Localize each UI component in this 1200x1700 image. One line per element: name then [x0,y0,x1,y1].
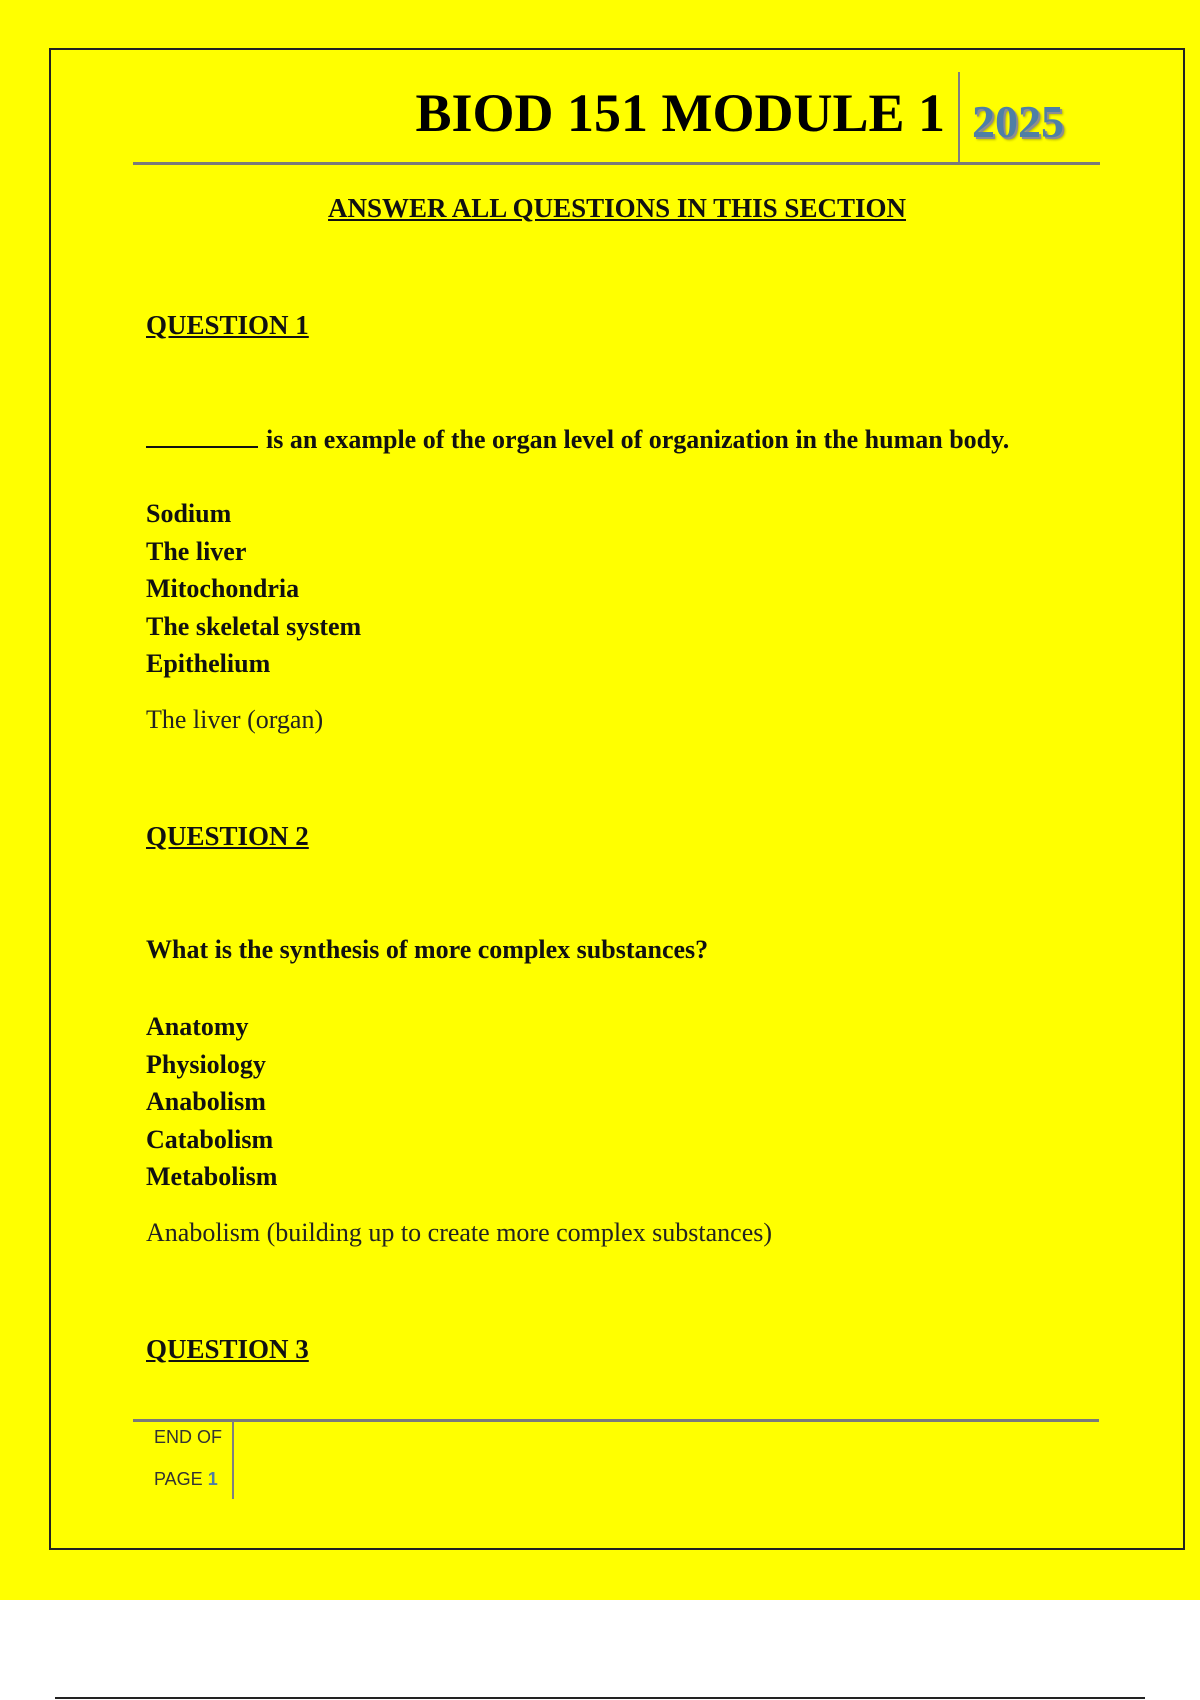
option: Catabolism [146,1124,274,1154]
header-rule [133,162,1100,165]
option: Mitochondria [146,574,300,603]
section-heading: ANSWER ALL QUESTIONS IN THIS SECTION [328,193,906,223]
footer-page-label: PAGE [154,1469,203,1489]
option: The skeletal system [146,611,362,641]
bottom-rule [55,1697,1145,1699]
footer-page [154,1467,218,1491]
document-title: BIOD 151 MODULE 1 [415,83,945,143]
footer-rule [133,1419,1099,1422]
question-1-text [146,422,1009,458]
question-2-answer: Anabolism (building up to create more complex substances) [146,1218,773,1247]
question-2-prompt: What is the synthesis of more complex substances? [146,935,709,964]
option: Anabolism [146,1087,266,1116]
question-1-heading: QUESTION 1 [146,310,309,340]
question-1-answer: The liver (organ) [146,705,324,734]
question-3-heading: QUESTION 3 [146,1334,309,1364]
option: Physiology [146,1049,266,1079]
header-year: 2025 [972,96,1064,147]
answer-blank [146,424,258,448]
question-1-prompt: is an example of the organ level of organization in the human body. [266,425,1010,454]
footer-end-of: END OF [154,1427,223,1447]
question-2-options [146,1008,277,1196]
option: Epithelium [146,649,271,678]
question-2-heading: QUESTION 2 [146,821,309,851]
footer-divider [232,1421,234,1499]
option: Metabolism [146,1162,278,1191]
page-border [49,48,1185,1550]
option: Anatomy [146,1012,249,1041]
question-1-options [146,495,361,683]
option: The liver [146,536,247,566]
header-divider [958,72,960,164]
option: Sodium [146,499,232,528]
footer-page-number: 1 [207,1469,218,1489]
